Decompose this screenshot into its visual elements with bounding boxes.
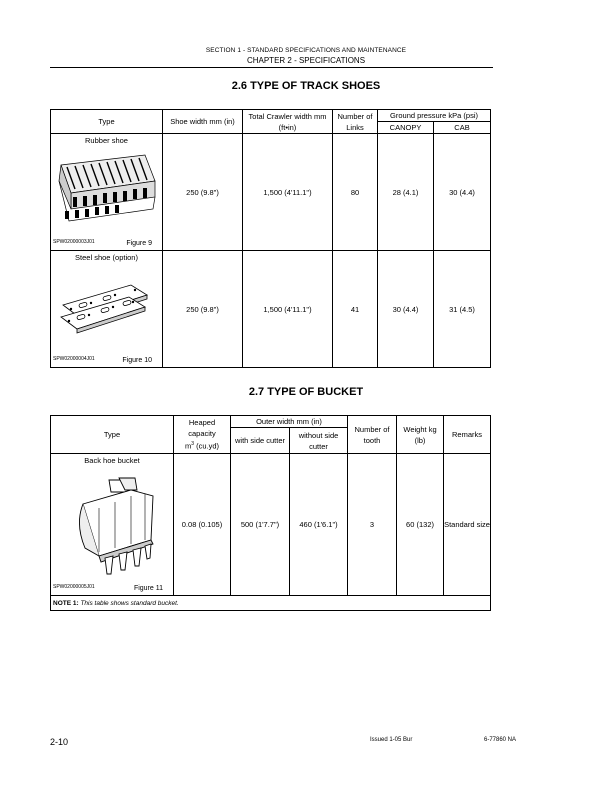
row-label: Steel shoe (option) — [75, 253, 138, 262]
header-rule — [50, 67, 493, 68]
rubber-shoe-illustration — [55, 151, 159, 231]
col-cab: CAB — [434, 122, 491, 134]
bucket-cell — [51, 454, 174, 596]
image-code: SPW02000005J01 — [53, 584, 95, 590]
row-label: Back hoe bucket — [84, 456, 140, 465]
note-label: NOTE 1: — [53, 599, 79, 607]
cab-cell: 31 (4.5) — [434, 251, 491, 368]
row-label: Rubber shoe — [85, 136, 128, 145]
col-shoe-width: Shoe width mm (in) — [163, 110, 243, 134]
figure-label: Figure 10 — [122, 357, 152, 364]
links-cell: 80 — [333, 134, 378, 251]
canopy-cell: 28 (4.1) — [378, 134, 434, 251]
rubber-shoe-cell — [51, 134, 163, 251]
bucket-illustration — [69, 474, 169, 578]
col-without-side-cutter: without side cutter — [290, 428, 348, 454]
table-row — [51, 454, 491, 596]
without-side-cutter-cell: 460 (1'6.1") — [290, 454, 348, 596]
table-row — [51, 134, 491, 251]
remarks-cell: Standard size — [444, 454, 491, 596]
chapter-header: CHAPTER 2 - SPECIFICATIONS — [246, 56, 366, 65]
note-row — [51, 596, 491, 611]
cab-cell: 30 (4.4) — [434, 134, 491, 251]
links-cell: 41 — [333, 251, 378, 368]
col-links: Number of Links — [333, 110, 378, 134]
col-tooth: Number of tooth — [348, 416, 397, 454]
crawler-width-cell: 1,500 (4'11.1") — [243, 134, 333, 251]
col-heaped-capacity — [174, 416, 231, 454]
tooth-cell: 3 — [348, 454, 397, 596]
figure-label: Figure 11 — [133, 585, 163, 592]
bucket-table — [50, 415, 491, 611]
shoe-width-cell: 250 (9.8") — [163, 134, 243, 251]
note-text: This table shows standard bucket. — [78, 599, 179, 607]
section-header: SECTION 1 - STANDARD SPECIFICATIONS AND MAINTENANCE — [205, 47, 407, 54]
col-remarks: Remarks — [444, 416, 491, 454]
weight-cell: 60 (132) — [397, 454, 444, 596]
table-row — [51, 251, 491, 368]
col-weight: Weight kg (lb) — [397, 416, 444, 454]
heaped-unit-2: (cu.yd) — [194, 441, 220, 451]
heaped-unit-sup: 3 — [191, 441, 194, 448]
steel-shoe-illustration — [55, 271, 159, 351]
col-type: Type — [51, 416, 174, 454]
canopy-cell: 30 (4.4) — [378, 251, 434, 368]
track-shoes-table — [50, 109, 491, 368]
col-ground-pressure: Ground pressure kPa (psi) — [378, 110, 491, 122]
capacity-cell: 0.08 (0.105) — [174, 454, 231, 596]
col-outer-width: Outer width mm (in) — [231, 416, 348, 428]
col-crawler-width: Total Crawler width mm (ft•in) — [243, 110, 333, 134]
track-shoes-title: 2.6 TYPE OF TRACK SHOES — [231, 80, 381, 92]
with-side-cutter-cell: 500 (1'7.7") — [231, 454, 290, 596]
image-code: SPW02000003J01 — [53, 239, 95, 245]
heaped-line2: capacity — [188, 429, 216, 439]
col-type: Type — [51, 110, 163, 134]
document-number: 6-77860 NA — [484, 737, 517, 743]
col-canopy: CANOPY — [378, 122, 434, 134]
col-with-side-cutter: with side cutter — [231, 428, 290, 454]
crawler-width-cell: 1,500 (4'11.1") — [243, 251, 333, 368]
issued-label: Issued 1-05 Bur — [370, 737, 413, 743]
shoe-width-cell: 250 (9.8") — [163, 251, 243, 368]
page-number: 2-10 — [50, 737, 69, 747]
heaped-unit: m — [184, 441, 192, 451]
bucket-title: 2.7 TYPE OF BUCKET — [248, 386, 364, 398]
heaped-line1: Heaped — [188, 418, 216, 428]
figure-label: Figure 9 — [126, 240, 152, 247]
steel-shoe-cell — [51, 251, 163, 368]
note-cell — [51, 596, 491, 611]
image-code: SPW02000004J01 — [53, 356, 95, 362]
